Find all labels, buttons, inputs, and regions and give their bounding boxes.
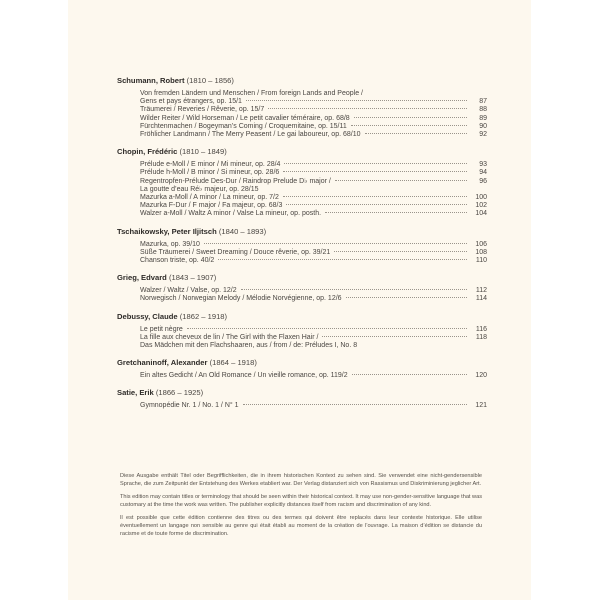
composer-heading xyxy=(117,147,487,157)
toc-entry[interactable] xyxy=(140,115,487,123)
dot-leader xyxy=(322,336,467,337)
composer-section xyxy=(117,358,487,380)
entry-title: Von fremden Ländern und Menschen / From foreign Lands and People / xyxy=(140,90,363,97)
entry-title: Regentropfen-Prélude Des-Dur / Raindrop Prelude D♭ major / xyxy=(140,177,331,185)
toc-entry[interactable] xyxy=(140,186,487,194)
toc-entry[interactable] xyxy=(140,90,487,98)
historical-context-notice xyxy=(120,472,482,543)
entry-page: 108 xyxy=(475,248,487,256)
toc-entry[interactable] xyxy=(140,161,487,169)
composer-dates: (1843 – 1907) xyxy=(168,273,217,283)
composer-dates: (1840 – 1893) xyxy=(218,226,267,236)
dot-leader xyxy=(284,163,467,164)
dot-leader xyxy=(354,117,467,118)
entry-title: Fürchtenmachen / Bogeyman’s Coming / Croquemitaine, op. 15/11 xyxy=(140,122,347,130)
composer-heading xyxy=(117,312,487,322)
toc-entry[interactable] xyxy=(140,257,487,265)
entry-page: 120 xyxy=(475,372,487,380)
entry-page: 94 xyxy=(479,169,487,177)
entry-page: 104 xyxy=(475,210,487,218)
entry-page: 116 xyxy=(475,325,487,333)
entry-page: 118 xyxy=(475,333,487,341)
composer-name: Schumann, Robert xyxy=(117,76,185,85)
notice-french: Il est possible que cette édition contienne des titres ou des termes qui doivent être replacés dans leur contexte historique. Elle utilise éventuellement un langage non sensible au genre qui était établi au moment de la création de l’ouvrage. La maison d’édition se distancie du racisme et de toute forme de discrimination. xyxy=(120,515,482,537)
entry-title: Süße Träumerei / Sweet Dreaming / Douce rêverie, op. 39/21 xyxy=(140,248,331,256)
entry-title: Walzer a-Moll / Waltz A minor / Valse La mineur, op. posth. xyxy=(140,210,322,218)
composer-dates: (1864 – 1918) xyxy=(209,358,257,368)
entry-title: Wilder Reiter / Wild Horseman / Le petit cavalier téméraire, op. 68/8 xyxy=(140,114,350,122)
entry-title: Mazurka a-Moll / A minor / La mineur, op. 7/2 xyxy=(140,194,279,202)
entry-page: 100 xyxy=(475,194,487,202)
entry-page: 102 xyxy=(475,202,487,210)
entry-page: 92 xyxy=(479,131,487,139)
entry-title: Prélude e-Moll / E minor / Mi mineur, op. 28/4 xyxy=(140,161,281,169)
entry-title: Gymnopédie Nr. 1 / No. 1 / N° 1 xyxy=(140,402,239,410)
composer-heading xyxy=(117,273,487,283)
composer-heading xyxy=(117,76,487,86)
dot-leader xyxy=(286,204,467,205)
toc-entry[interactable] xyxy=(140,402,487,410)
entry-page: 106 xyxy=(475,240,487,248)
entry-title: La fille aux cheveux de lin / The Girl with the Flaxen Hair / xyxy=(140,333,319,341)
entry-page: 114 xyxy=(475,295,487,303)
toc-entry[interactable] xyxy=(140,241,487,249)
composer-heading xyxy=(117,388,487,398)
composer-name: Tschaikowsky, Peter Iljitsch xyxy=(117,226,217,236)
composer-name: Chopin, Frédéric xyxy=(117,147,178,157)
composer-dates: (1866 – 1925) xyxy=(155,388,204,398)
notice-german: Diese Ausgabe enthält Titel oder Begrifflichkeiten, die in ihrem historischen Kontext zu sehen sind. Sie verwendet eine nicht-gendersensible Sprache, die zum Zeitpunkt der Entstehung des Werkes etabliert war. Der Verlag distanziert sich von Rassismus und Diskriminierung jeglicher Art. xyxy=(120,473,482,487)
toc-entry[interactable] xyxy=(140,194,487,202)
composer-section xyxy=(117,76,487,139)
toc-entry[interactable] xyxy=(140,106,487,114)
dot-leader xyxy=(243,404,467,405)
toc-entry[interactable] xyxy=(140,334,487,342)
dot-leader xyxy=(334,251,467,252)
toc-entry[interactable] xyxy=(140,326,487,334)
entry-title: La goutte d’eau Ré♭ majeur, op. 28/15 xyxy=(140,185,259,193)
toc-entry[interactable] xyxy=(140,98,487,106)
toc-entry[interactable] xyxy=(140,131,487,139)
table-of-contents xyxy=(117,76,487,419)
composer-name: Grieg, Edvard xyxy=(117,273,167,283)
entry-title: Prélude h-Moll / B minor / Si mineur, op. 28/6 xyxy=(140,169,280,177)
composer-name: Gretchaninoff, Alexander xyxy=(117,358,208,368)
composer-section xyxy=(117,273,487,303)
composer-name: Debussy, Claude xyxy=(117,311,178,321)
dot-leader xyxy=(204,243,467,244)
entry-title: Gens et pays étrangers, op. 15/1 xyxy=(140,98,242,106)
entry-title: Chanson triste, op. 40/2 xyxy=(140,257,215,265)
composer-name: Satie, Erik xyxy=(117,388,154,398)
toc-entry[interactable] xyxy=(140,178,487,186)
entry-page: 89 xyxy=(479,114,487,122)
composer-heading xyxy=(117,227,487,237)
composer-dates: (1810 – 1856) xyxy=(186,76,234,85)
entry-title: Walzer / Waltz / Valse, op. 12/2 xyxy=(140,287,237,295)
toc-entry[interactable] xyxy=(140,287,487,295)
composer-section xyxy=(117,388,487,410)
dot-leader xyxy=(351,125,467,126)
entry-page: 87 xyxy=(479,98,487,106)
dot-leader xyxy=(365,133,467,134)
entry-page: 88 xyxy=(479,106,487,114)
entry-page: 110 xyxy=(475,257,487,265)
toc-entry[interactable] xyxy=(140,372,487,380)
toc-entry[interactable] xyxy=(140,342,487,350)
entry-page: 121 xyxy=(475,402,487,410)
notice-english: This edition may contain titles or terminology that should be seen within their historical context. It may use non-gender-sensitive language that was customary at the time the work was written. The publisher explicitly distances itself from racism and discrimination of any kind. xyxy=(120,494,482,508)
toc-entry[interactable] xyxy=(140,210,487,218)
composer-dates: (1810 – 1849) xyxy=(179,147,227,157)
entry-title: Ein altes Gedicht / An Old Romance / Un vieille romance, op. 119/2 xyxy=(140,372,348,380)
toc-entry[interactable] xyxy=(140,249,487,257)
dot-leader xyxy=(241,289,467,290)
dot-leader xyxy=(218,259,467,260)
composer-heading xyxy=(117,358,487,368)
composer-section xyxy=(117,312,487,351)
toc-entry[interactable] xyxy=(140,295,487,303)
dot-leader xyxy=(246,100,467,101)
entry-title: Mazurka F-Dur / F major / Fa majeur, op. 68/3 xyxy=(140,202,283,210)
entry-page: 112 xyxy=(475,287,487,295)
toc-entry[interactable] xyxy=(140,202,487,210)
entry-title: Norwegisch / Norwegian Melody / Mélodie Norvégienne, op. 12/6 xyxy=(140,295,342,303)
entry-title: Le petit nègre xyxy=(140,325,183,333)
dot-leader xyxy=(283,171,467,172)
dot-leader xyxy=(325,212,467,213)
toc-entry[interactable] xyxy=(140,123,487,131)
composer-section xyxy=(117,227,487,266)
entry-title: Mazurka, op. 39/10 xyxy=(140,240,200,248)
entry-title: Fröhlicher Landmann / The Merry Peasent / Le gai laboureur, op. 68/10 xyxy=(140,131,361,139)
entry-page: 93 xyxy=(479,161,487,169)
dot-leader xyxy=(187,328,467,329)
composer-dates: (1862 – 1918) xyxy=(179,311,228,321)
entry-title: Träumerei / Reveries / Rêverie, op. 15/7 xyxy=(140,106,265,114)
dot-leader xyxy=(268,108,467,109)
entry-title: Das Mädchen mit den Flachshaaren, aus / from / de: Préludes I, No. 8 xyxy=(140,342,358,350)
dot-leader xyxy=(283,196,467,197)
entry-page: 96 xyxy=(479,177,487,185)
dot-leader xyxy=(352,374,467,375)
entry-page: 90 xyxy=(479,122,487,130)
dot-leader xyxy=(346,297,467,298)
composer-section xyxy=(117,147,487,218)
toc-entry[interactable] xyxy=(140,169,487,177)
dot-leader xyxy=(335,180,467,181)
